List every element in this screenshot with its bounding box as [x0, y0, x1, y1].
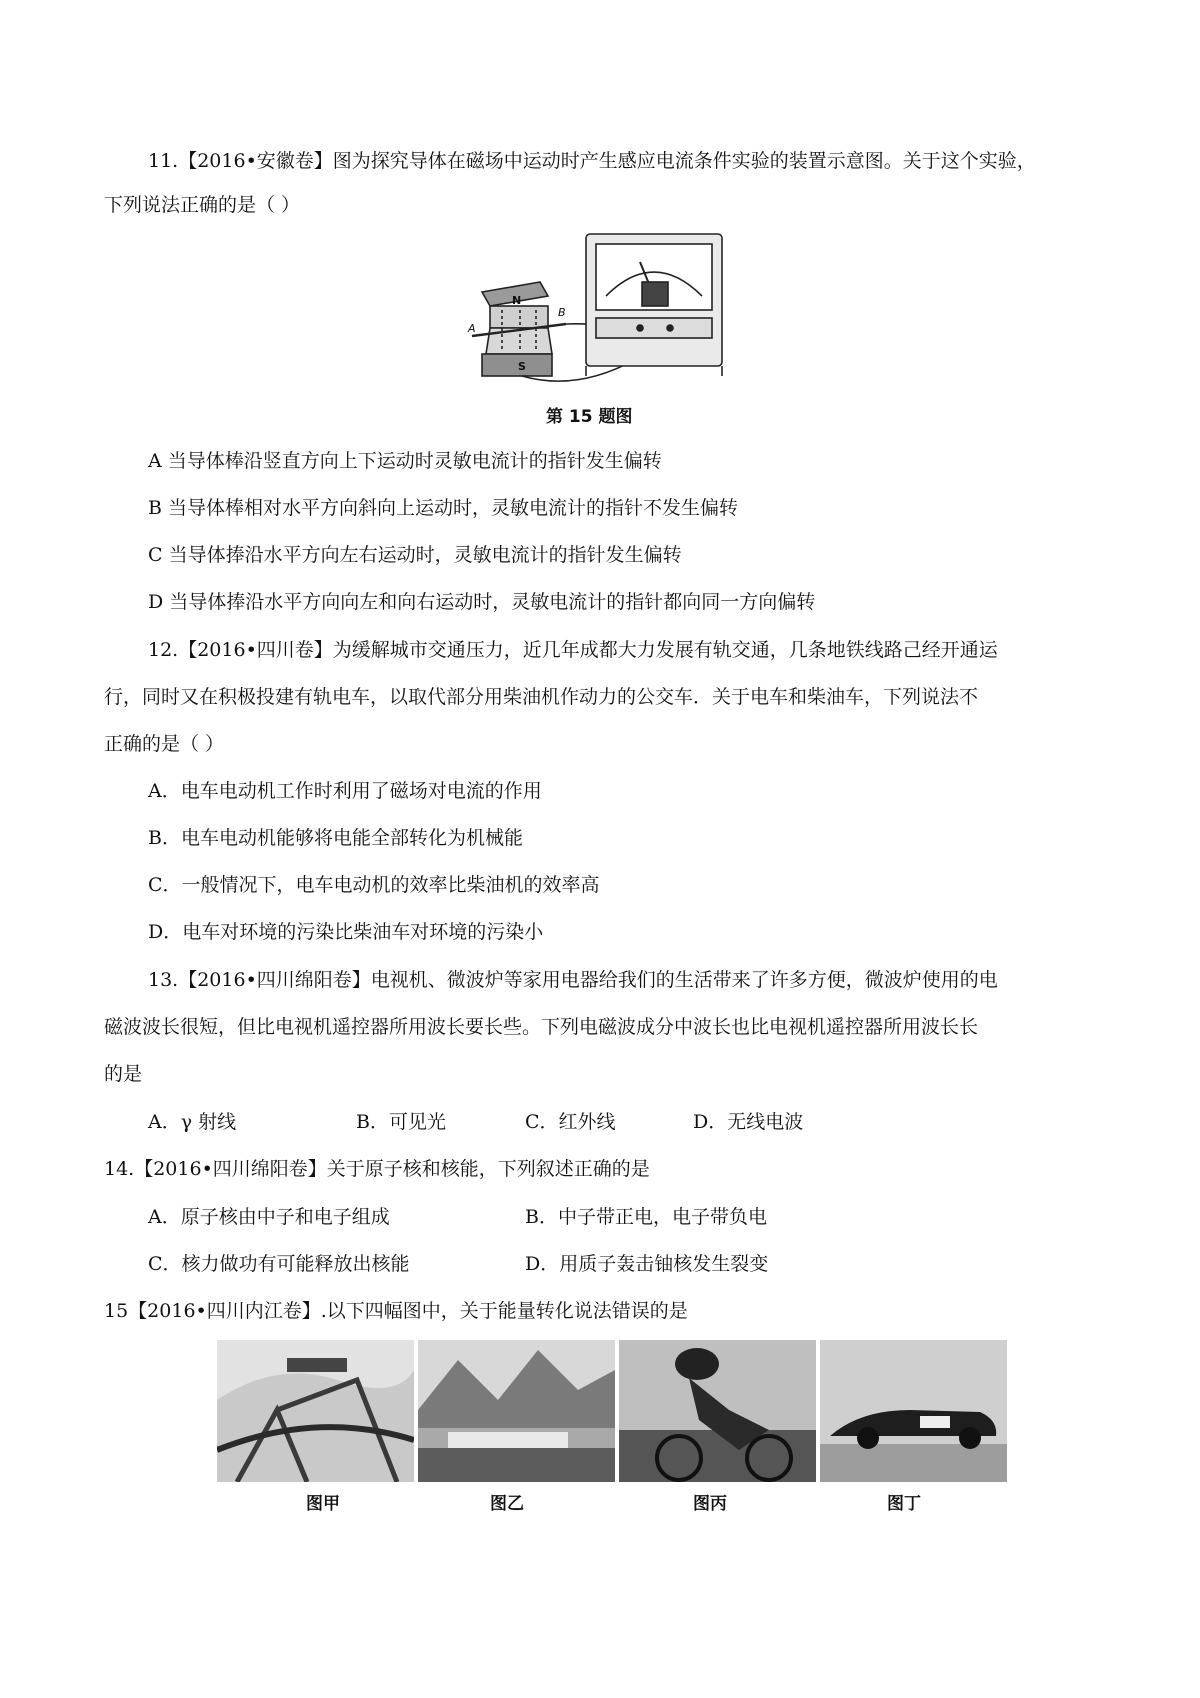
- q15-photo-dam: [418, 1340, 615, 1482]
- q11-option-a: A 当导体棒沿竖直方向上下运动时灵敏电流计的指针发生偏转: [148, 450, 662, 472]
- q12-stem-line3: 正确的是（ ）: [104, 733, 225, 755]
- q13-option-b: B．可见光: [356, 1111, 446, 1133]
- q13-option-a: A．γ 射线: [148, 1111, 237, 1133]
- q15-stem-line1: 15【2016•四川内江卷】.以下四幅图中，关于能量转化说法错误的是: [104, 1300, 688, 1322]
- q12-option-d: D．电车对环境的污染比柴油车对环境的污染小: [148, 921, 544, 943]
- q11-option-d: D 当导体捧沿水平方向向左和向右运动时，灵敏电流计的指针都向同一方向偏转: [148, 591, 816, 613]
- q11-galvanometer-figure: [462, 226, 732, 406]
- q12-option-a: A．电车电动机工作时利用了磁场对电流的作用: [148, 780, 542, 802]
- q11-option-b: B 当导体棒相对水平方向斜向上运动时，灵敏电流计的指针不发生偏转: [148, 497, 739, 519]
- q15-caption-yi: 图乙: [490, 1494, 524, 1514]
- magnet-s-label: S: [518, 360, 526, 373]
- q11-stem-line1: 11.【2016•安徽卷】图为探究导体在磁场中运动时产生感应电流条件实验的装置示意图。关于这个实验，: [148, 150, 1036, 172]
- q15-photo-rollercoaster: [217, 1340, 414, 1482]
- q13-stem-line1: 13.【2016•四川绵阳卷】电视机、微波炉等家用电器给我们的生活带来了许多方便，微波炉使用的电: [148, 969, 998, 991]
- q11-option-c: C 当导体捧沿水平方向左右运动时，灵敏电流计的指针发生偏转: [148, 544, 682, 566]
- q14-option-b: B．中子带正电，电子带负电: [525, 1206, 767, 1228]
- q15-photo-cyclist: [619, 1340, 816, 1482]
- q15-caption-ding: 图丁: [887, 1494, 921, 1514]
- q14-option-a: A．原子核由中子和电子组成: [148, 1206, 390, 1228]
- q13-option-d: D．无线电波: [693, 1111, 804, 1133]
- q15-photo-racecar: [820, 1340, 1007, 1482]
- q12-option-c: C．一般情况下，电车电动机的效率比柴油机的效率高: [148, 874, 600, 896]
- q13-stem-line3: 的是: [104, 1063, 143, 1085]
- q14-option-d: D．用质子轰击铀核发生裂变: [525, 1253, 769, 1275]
- q11-stem-line2: 下列说法正确的是（ ）: [104, 194, 301, 216]
- rod-b-label: B: [558, 306, 566, 319]
- q13-stem-line2: 磁波波长很短，但比电视机遥控器所用波长要长些。下列电磁波成分中波长也比电视机遥控器所用波长长: [104, 1016, 979, 1038]
- rod-a-label: A: [468, 322, 476, 335]
- q15-caption-jia: 图甲: [306, 1494, 340, 1514]
- q15-caption-bing: 图丙: [693, 1494, 727, 1514]
- q13-option-c: C．红外线: [525, 1111, 616, 1133]
- q11-figure-caption: 第 15 题图: [546, 407, 633, 427]
- magnet-n-label: N: [512, 294, 522, 307]
- q14-stem-line1: 14.【2016•四川绵阳卷】关于原子核和核能，下列叙述正确的是: [104, 1158, 650, 1180]
- q12-stem-line1: 12.【2016•四川卷】为缓解城市交通压力，近几年成都大力发展有轨交通，几条地铁线路己经开通运: [148, 639, 998, 661]
- q12-stem-line2: 行，同时又在积极投建有轨电车，以取代部分用柴油机作动力的公交车．关于电车和柴油车，下列说法不: [104, 686, 979, 708]
- q12-option-b: B．电车电动机能够将电能全部转化为机械能: [148, 827, 523, 849]
- q14-option-c: C．核力做功有可能释放出核能: [148, 1253, 410, 1275]
